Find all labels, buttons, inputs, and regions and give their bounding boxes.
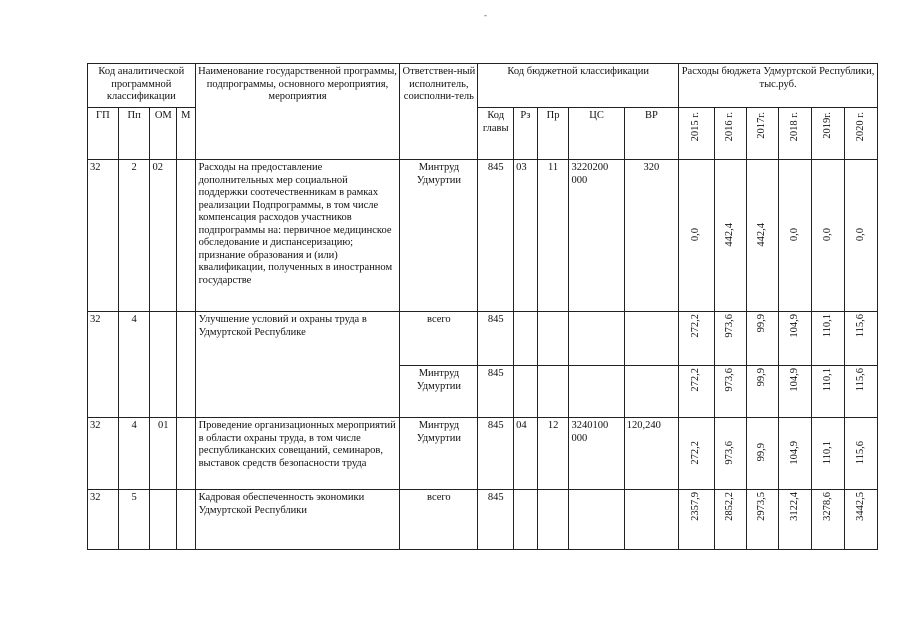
header-row-1 [88,64,878,108]
rz-cell [514,312,538,366]
pr-cell [537,366,569,418]
table-row [88,160,878,312]
value-2019: 0,0 [812,160,845,312]
value-2020: 115,6 [845,366,878,418]
vr-cell [624,366,678,418]
rz-header: Рз [514,108,538,160]
gp-cell: 32 [88,418,119,490]
value-2020: 0,0 [845,160,878,312]
om-cell [150,490,177,550]
name-cell: Расходы на предоставление дополнительных мер социальной поддержки соотечественникам в рамках реализации Подпрограммы, в том числе компенсация расходов участников подпрограммы на: первичное медицинское обследование и диспансеризацию; признание образования и (или) квалификации, полученных в иностранном государстве [195,160,400,312]
pr-cell [537,312,569,366]
cs-cell: 3220200 000 [569,160,624,312]
value-2019: 110,1 [812,366,845,418]
page-mark: - [484,10,487,20]
responsible-cell: Минтруд Удмуртии [400,366,478,418]
pr-cell [537,490,569,550]
year-header-2016: 2016 г. [714,108,746,160]
rz-cell [514,366,538,418]
value-2018: 104,9 [779,312,812,366]
value-2020: 3442,5 [845,490,878,550]
om-cell [150,312,177,418]
budget-code-header: Код бюджетной классификации [478,64,679,108]
cs-cell [569,366,624,418]
analytic-code-header: Код аналитической программной классификации [88,64,196,108]
om-cell: 01 [150,418,177,490]
value-2015: 2357,9 [679,490,715,550]
table-row [88,490,878,550]
vr-header: ВР [624,108,678,160]
rz-cell [514,490,538,550]
cs-cell [569,312,624,366]
name-cell: Проведение организационных мероприятий в области охраны труда, в том числе республиканских совещаний, семинаров, выставок средств безопасности труда [195,418,400,490]
value-2019: 110,1 [812,312,845,366]
responsible-cell: всего [400,312,478,366]
vr-cell [624,312,678,366]
value-2015: 272,2 [679,418,715,490]
pp-cell: 2 [118,160,150,312]
kod-cell: 845 [478,312,514,366]
value-2018: 104,9 [779,418,812,490]
kod-cell: 845 [478,160,514,312]
gp-cell: 32 [88,160,119,312]
name-cell: Улучшение условий и охраны труда в Удмуртской Республике [195,312,400,418]
table-row [88,312,878,366]
value-2016: 973,6 [714,366,746,418]
responsible-header: Ответствен-ный исполнитель, соисполни-тель [400,64,478,160]
value-2015: 272,2 [679,312,715,366]
m-cell [177,418,195,490]
rz-cell: 04 [514,418,538,490]
m-cell [177,490,195,550]
pr-header: Пр [537,108,569,160]
year-header-2020: 2020 г. [845,108,878,160]
kod-cell: 845 [478,418,514,490]
pp-cell: 4 [118,312,150,418]
pp-header: Пп [118,108,150,160]
pp-cell: 4 [118,418,150,490]
expenses-header: Расходы бюджета Удмуртской Республики, тыс.руб. [679,64,878,108]
budget-table [87,63,878,550]
vr-cell: 320 [624,160,678,312]
vr-cell: 120,240 [624,418,678,490]
gp-header: ГП [88,108,119,160]
name-cell: Кадровая обеспеченность экономики Удмуртской Республики [195,490,400,550]
kod-glavy-header: Код главы [478,108,514,160]
kod-cell: 845 [478,366,514,418]
m-cell [177,160,195,312]
responsible-cell: Минтруд Удмуртии [400,418,478,490]
om-header: ОМ [150,108,177,160]
value-2020: 115,6 [845,312,878,366]
year-header-2015: 2015 г. [679,108,715,160]
responsible-cell: всего [400,490,478,550]
gp-cell: 32 [88,490,119,550]
pp-cell: 5 [118,490,150,550]
value-2016: 973,6 [714,312,746,366]
kod-cell: 845 [478,490,514,550]
year-header-2019: 2019г. [812,108,845,160]
pr-cell: 11 [537,160,569,312]
value-2017: 99,9 [746,418,779,490]
m-cell [177,312,195,418]
value-2018: 0,0 [779,160,812,312]
gp-cell: 32 [88,312,119,418]
value-2016: 442,4 [714,160,746,312]
value-2017: 442,4 [746,160,779,312]
value-2015: 272,2 [679,366,715,418]
value-2017: 99,9 [746,366,779,418]
value-2018: 3122,4 [779,490,812,550]
year-header-2018: 2018 г. [779,108,812,160]
value-2019: 3278,6 [812,490,845,550]
pr-cell: 12 [537,418,569,490]
name-header: Наименование государственной программы, подпрограммы, основного мероприятия, мероприятия [195,64,400,160]
value-2018: 104,9 [779,366,812,418]
rz-cell: 03 [514,160,538,312]
value-2016: 2852,2 [714,490,746,550]
table-row [88,418,878,490]
om-cell: 02 [150,160,177,312]
value-2019: 110,1 [812,418,845,490]
cs-cell: 3240100 000 [569,418,624,490]
responsible-cell: Минтруд Удмуртии [400,160,478,312]
cs-cell [569,490,624,550]
value-2016: 973,6 [714,418,746,490]
m-header: М [177,108,195,160]
value-2017: 2973,5 [746,490,779,550]
value-2020: 115,6 [845,418,878,490]
value-2015: 0,0 [679,160,715,312]
vr-cell [624,490,678,550]
value-2017: 99,9 [746,312,779,366]
year-header-2017: 2017г. [746,108,779,160]
cs-header: ЦС [569,108,624,160]
